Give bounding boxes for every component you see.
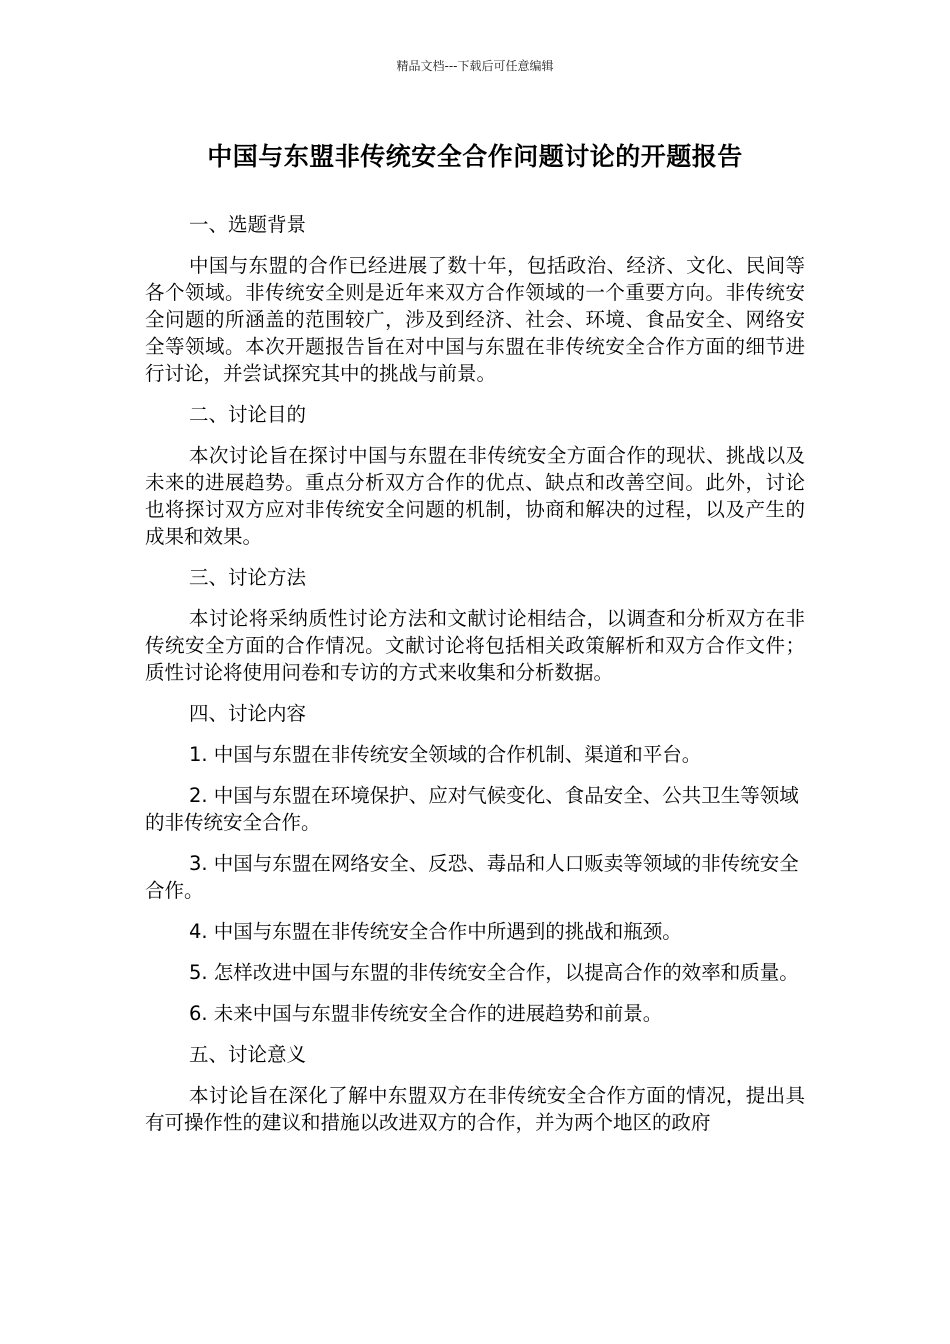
paragraph-purpose: 本次讨论旨在探讨中国与东盟在非传统安全方面合作的现状、挑战以及未来的进展趋势。重点分析双方合作的优点、缺点和改善空间。此外，讨论也将探讨双方应对非传统安全问题的机制，协商和解决的过程，以及产生的成果和效果。	[145, 444, 805, 548]
list-item: 2. 中国与东盟在环境保护、应对气候变化、食品安全、公共卫生等领域的非传统安全合作。	[145, 784, 799, 834]
section-heading-purpose: 二、讨论目的	[189, 403, 307, 426]
list-item: 5. 怎样改进中国与东盟的非传统安全合作，以提高合作的效率和质量。	[189, 961, 799, 984]
paragraph-background: 中国与东盟的合作已经进展了数十年，包括政治、经济、文化、民间等各个领域。非传统安全则是近年来双方合作领域的一个重要方向。非传统安全问题的所涵盖的范围较广，涉及到经济、社会、环境、食品安全、网络安全等领域。本次开题报告旨在对中国与东盟在非传统安全合作方面的细节进行讨论，并尝试探究其中的挑战与前景。	[145, 254, 805, 385]
document-body	[145, 211, 805, 1150]
list-item: 6. 未来中国与东盟非传统安全合作的进展趋势和前景。	[189, 1002, 663, 1025]
document-title: 中国与东盟非传统安全合作问题讨论的开题报告	[207, 142, 743, 171]
section-heading-significance: 五、讨论意义	[189, 1043, 307, 1066]
section-heading-method: 三、讨论方法	[189, 566, 307, 589]
list-item: 1. 中国与东盟在非传统安全领域的合作机制、渠道和平台。	[189, 743, 702, 766]
list-item: 3. 中国与东盟在网络安全、反恐、毒品和人口贩卖等领域的非传统安全合作。	[145, 852, 799, 902]
paragraph-method: 本讨论将采纳质性讨论方法和文献讨论相结合，以调查和分析双方在非传统安全方面的合作情况。文献讨论将包括相关政策解析和双方合作文件；质性讨论将使用问卷和专访的方式来收集和分析数据。	[145, 607, 805, 684]
list-item: 4. 中国与东盟在非传统安全合作中所遇到的挑战和瓶颈。	[189, 920, 682, 943]
paragraph-significance: 本讨论旨在深化了解中东盟双方在非传统安全合作方面的情况，提出具有可操作性的建议和措施以改进双方的合作，并为两个地区的政府	[145, 1084, 805, 1134]
section-heading-background: 一、选题背景	[189, 213, 307, 236]
section-heading-content: 四、讨论内容	[189, 702, 307, 725]
page-header-note: 精品文档---下载后可任意编辑	[396, 59, 554, 73]
